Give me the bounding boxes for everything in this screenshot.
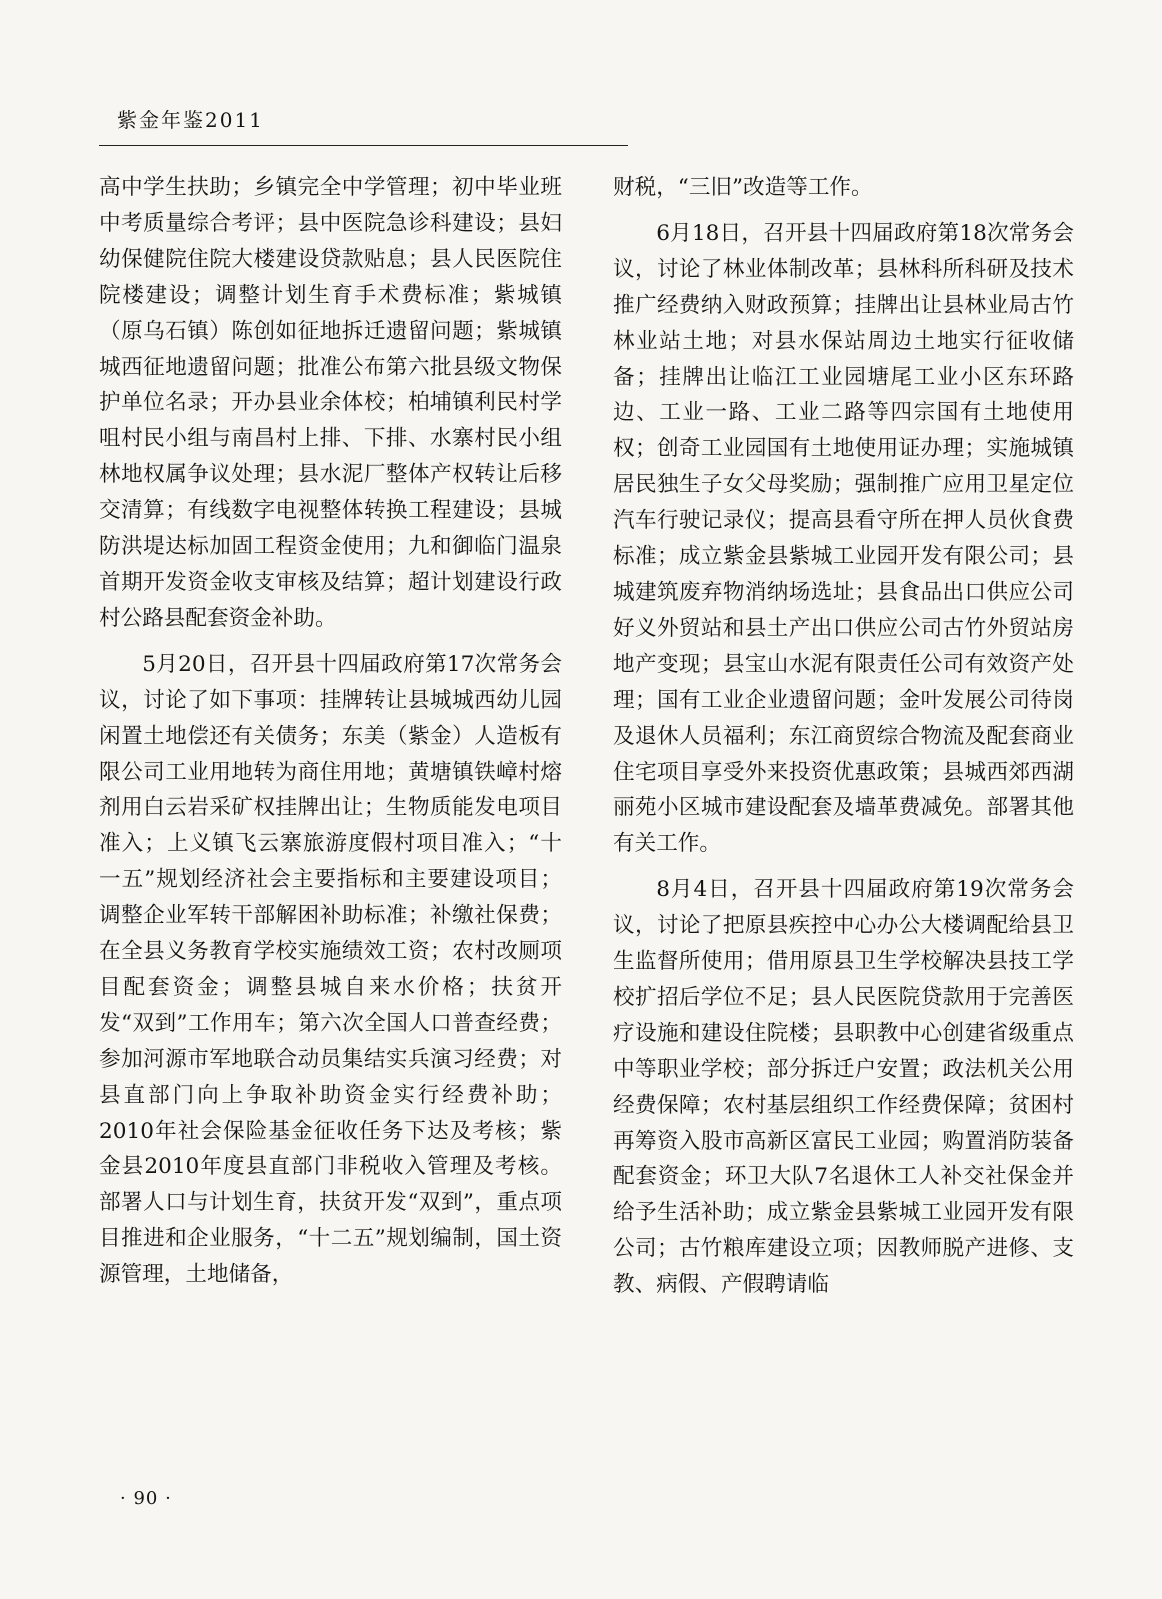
paragraph-meeting-18: 6月18日，召开县十四届政府第18次常务会议，讨论了林业体制改革；县林科所科研及技术推广经费纳入财政预算；挂牌出让县林业局古竹林业站土地；对县水保站周边土地实行征收储备；挂牌出让临江工业园塘尾工业小区东环路边、工业一路、工业二路等四宗国有土地使用权；创奇工业园国有土地使用证办理；实施城镇居民独生子女父母奖励；强制推广应用卫星定位汽车行驶记录仪；提高县看守所在押人员伙食费标准；成立紫金县紫城工业园开发有限公司；县城建筑废弃物消纳场选址；县食品出口供应公司好义外贸站和县土产出口供应公司古竹外贸站房地产变现；县宝山水泥有限责任公司有效资产处理；国有工业企业遗留问题；金叶发展公司待岗及退休人员福利；东江商贸综合物流及配套商业住宅项目享受外来投资优惠政策；县城西郊西湖丽苑小区城市建设配套及墙革费减免。部署其他有关工作。 bbox=[613, 220, 1074, 857]
left-column bbox=[99, 170, 562, 1293]
running-title: 紫金年鉴2011 bbox=[117, 108, 264, 132]
page-number: · 90 · bbox=[120, 1488, 172, 1509]
paragraph-meeting-19: 8月4日，召开县十四届政府第19次常务会议，讨论了把原县疾控中心办公大楼调配给县卫生监督所使用；借用原县卫生学校解决县技工学校扩招后学位不足；县人民医院贷款用于完善医疗设施和建设住院楼；县职教中心创建省级重点中等职业学校；部分拆迁户安置；政法机关公用经费保障；农村基层组织工作经费保障；贫困村再筹资入股市高新区富民工业园；购置消防装备配套资金；环卫大队7名退休工人补交社保金并给予生活补助；成立紫金县紫城工业园开发有限公司；古竹粮库建设立项；因教师脱产进修、支教、病假、产假聘请临 bbox=[613, 877, 1074, 1298]
header-rule bbox=[99, 145, 628, 146]
paragraph-continuation: 高中学生扶助；乡镇完全中学管理；初中毕业班中考质量综合考评；县中医院急诊科建设；县妇幼保健院住院大楼建设贷款贴息；县人民医院住院楼建设；调整计划生育手术费标准；紫城镇（原乌石镇）陈创如征地拆迁遗留问题；紫城镇城西征地遗留问题；批准公布第六批县级文物保护单位名录；开办县业余体校；柏埔镇利民村学咀村民小组与南昌村上排、下排、水寨村民小组林地权属争议处理；县水泥厂整体产权转让后移交清算；有线数字电视整体转换工程建设；县城防洪堤达标加固工程资金使用；九和御临门温泉首期开发资金收支审核及结算；超计划建设行政村公路县配套资金补助。 bbox=[99, 175, 562, 631]
paragraph-continuation-right: 财税，“三旧”改造等工作。 bbox=[613, 175, 873, 200]
paragraph-meeting-17: 5月20日，召开县十四届政府第17次常务会议，讨论了如下事项：挂牌转让县城城西幼儿园闲置土地偿还有关债务；东美（紫金）人造板有限公司工业用地转为商住用地；黄塘镇铁嶂村熔剂用白云岩采矿权挂牌出让；生物质能发电项目准入；上义镇飞云寨旅游度假村项目准入；“十一五”规划经济社会主要指标和主要建设项目；调整企业军转干部解困补助标准；补缴社保费；在全县义务教育学校实施绩效工资；农村改厕项目配套资金；调整县城自来水价格；扶贫开发“双到”工作用车；第六次全国人口普查经费；参加河源市军地联合动员集结实兵演习经费；对县直部门向上争取补助资金实行经费补助；2010年社会保险基金征收任务下达及考核；紫金县2010年度县直部门非税收入管理及考核。部署人口与计划生育，扶贫开发“双到”，重点项目推进和企业服务，“十二五”规划编制，国土资源管理，土地储备， bbox=[99, 651, 562, 1288]
right-column bbox=[613, 170, 1074, 1303]
